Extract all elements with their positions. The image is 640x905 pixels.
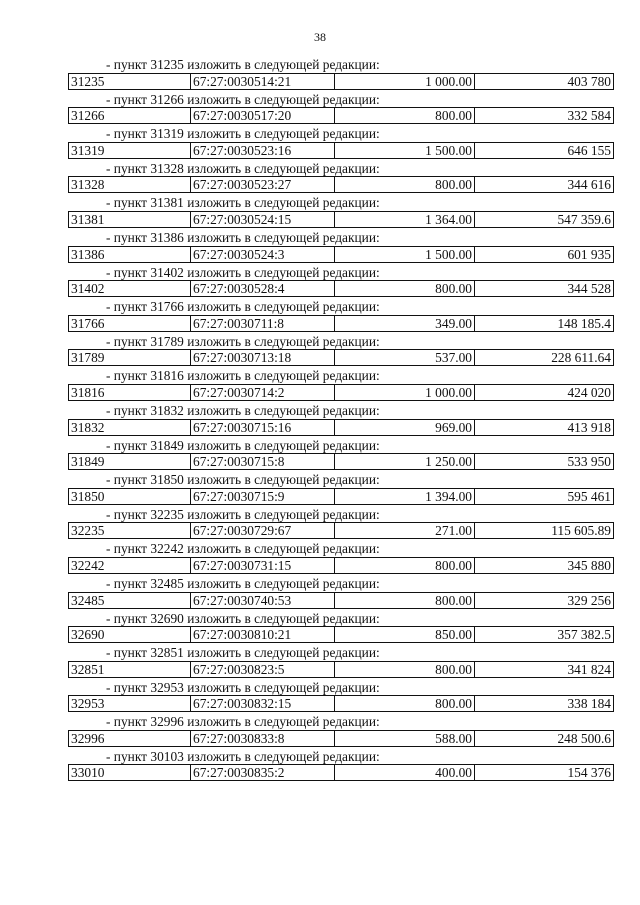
area-cell: 800.00	[335, 558, 475, 573]
row-id-cell: 31402	[69, 281, 191, 296]
table-row	[68, 73, 614, 90]
caption-suffix: изложить в следующей редакции:	[187, 126, 380, 142]
amendment-caption	[68, 92, 614, 108]
row-id-cell: 31235	[69, 74, 191, 89]
amendment-entry	[68, 57, 614, 92]
amendment-caption	[68, 714, 614, 730]
area-cell: 800.00	[335, 593, 475, 608]
amendment-caption	[68, 57, 614, 73]
amendment-entry	[68, 265, 614, 300]
cadastral-number-cell: 67:27:0030740:53	[191, 593, 335, 608]
caption-suffix: изложить в следующей редакции:	[187, 57, 380, 72]
row-id-cell: 31816	[69, 385, 191, 400]
cadastral-number-cell: 67:27:0030832:15	[191, 696, 335, 711]
row-id-cell: 31319	[69, 143, 191, 158]
table-row	[68, 522, 614, 539]
amendment-entry	[68, 611, 614, 646]
amendment-caption	[68, 126, 614, 142]
caption-prefix: - пункт	[106, 91, 148, 107]
row-id-cell: 31850	[69, 489, 191, 504]
area-cell: 850.00	[335, 627, 475, 642]
value-cell: 601 935	[567, 246, 611, 262]
caption-item-number: 31235	[150, 57, 184, 72]
area-cell: 1 364.00	[335, 212, 475, 227]
cadastral-number-cell: 67:27:0030833:8	[191, 731, 335, 746]
value-cell: 341 824	[567, 661, 611, 677]
cadastral-number-cell: 67:27:0030823:5	[191, 662, 335, 677]
value-cell: 338 184	[567, 696, 611, 712]
value-cell: 228 611.64	[551, 350, 611, 366]
row-id-cell: 32690	[69, 627, 191, 642]
caption-item-number: 32485	[150, 575, 184, 591]
caption-item-number: 31266	[150, 91, 184, 107]
value-cell: 533 950	[567, 454, 611, 470]
amendment-entry	[68, 714, 614, 749]
caption-prefix: - пункт	[106, 714, 148, 730]
caption-prefix: - пункт	[106, 229, 148, 245]
amendment-caption	[68, 507, 614, 523]
caption-suffix: изложить в следующей редакции:	[187, 402, 380, 418]
table-row	[68, 315, 614, 332]
row-id-cell: 32485	[69, 593, 191, 608]
caption-prefix: - пункт	[106, 126, 148, 142]
row-id-cell: 32235	[69, 523, 191, 538]
value-cell: 332 584	[567, 108, 611, 124]
caption-suffix: изложить в следующей редакции:	[187, 472, 380, 488]
row-id-cell: 31789	[69, 350, 191, 365]
amendment-caption	[68, 680, 614, 696]
value-cell: 329 256	[567, 592, 611, 608]
amendment-caption	[68, 576, 614, 592]
caption-prefix: - пункт	[106, 472, 148, 488]
caption-suffix: изложить в следующей редакции:	[187, 610, 380, 626]
table-row	[68, 176, 614, 193]
row-id-cell: 32851	[69, 662, 191, 677]
caption-prefix: - пункт	[106, 541, 148, 557]
caption-prefix: - пункт	[106, 437, 148, 453]
area-cell: 800.00	[335, 281, 475, 296]
table-row	[68, 661, 614, 678]
caption-item-number: 30103	[150, 748, 184, 764]
caption-item-number: 31319	[150, 126, 184, 142]
amendment-entry	[68, 507, 614, 542]
caption-suffix: изложить в следующей редакции:	[187, 368, 380, 384]
caption-prefix: - пункт	[106, 679, 148, 695]
amendment-caption	[68, 611, 614, 627]
amendment-caption	[68, 195, 614, 211]
amendment-entry	[68, 576, 614, 611]
cadastral-number-cell: 67:27:0030835:2	[191, 765, 335, 780]
row-id-cell: 32996	[69, 731, 191, 746]
caption-suffix: изложить в следующей редакции:	[187, 575, 380, 591]
caption-item-number: 31381	[150, 195, 184, 211]
area-cell: 588.00	[335, 731, 475, 746]
amendment-entry	[68, 126, 614, 161]
amendment-caption	[68, 438, 614, 454]
page-number: 38	[314, 30, 326, 44]
value-cell: 403 780	[567, 73, 611, 89]
amendment-entry	[68, 749, 614, 784]
caption-prefix: - пункт	[106, 195, 148, 211]
caption-item-number: 31328	[150, 160, 184, 176]
amendment-caption	[68, 403, 614, 419]
caption-item-number: 31789	[150, 333, 184, 349]
caption-prefix: - пункт	[106, 333, 148, 349]
value-cell: 646 155	[567, 142, 611, 158]
value-cell: 344 616	[567, 177, 611, 193]
caption-suffix: изложить в следующей редакции:	[187, 229, 380, 245]
amendment-caption	[68, 299, 614, 315]
amendment-entry	[68, 472, 614, 507]
caption-prefix: - пункт	[106, 610, 148, 626]
value-cell: 248 500.6	[557, 730, 611, 746]
cadastral-number-cell: 67:27:0030729:67	[191, 523, 335, 538]
caption-item-number: 32851	[150, 645, 184, 661]
area-cell: 1 000.00	[335, 385, 475, 400]
amendment-entry	[68, 334, 614, 369]
caption-item-number: 31402	[150, 264, 184, 280]
amendment-entry	[68, 92, 614, 127]
area-cell: 1 250.00	[335, 454, 475, 469]
cadastral-number-cell: 67:27:0030523:16	[191, 143, 335, 158]
caption-suffix: изложить в следующей редакции:	[187, 506, 380, 522]
amendment-entry	[68, 645, 614, 680]
value-cell: 345 880	[567, 557, 611, 573]
cadastral-number-cell: 67:27:0030714:2	[191, 385, 335, 400]
caption-item-number: 32953	[150, 679, 184, 695]
caption-item-number: 31850	[150, 472, 184, 488]
cadastral-number-cell: 67:27:0030810:21	[191, 627, 335, 642]
area-cell: 800.00	[335, 662, 475, 677]
row-id-cell: 32953	[69, 696, 191, 711]
table-row	[68, 211, 614, 228]
area-cell: 1 500.00	[335, 247, 475, 262]
caption-prefix: - пункт	[106, 160, 148, 176]
caption-item-number: 31816	[150, 368, 184, 384]
row-id-cell: 31849	[69, 454, 191, 469]
cadastral-number-cell: 67:27:0030715:8	[191, 454, 335, 469]
caption-prefix: - пункт	[106, 575, 148, 591]
value-cell: 115 605.89	[551, 523, 611, 539]
amendment-caption	[68, 541, 614, 557]
amendment-entry	[68, 541, 614, 576]
caption-suffix: изложить в следующей редакции:	[187, 195, 380, 211]
amendment-caption	[68, 472, 614, 488]
table-row	[68, 592, 614, 609]
row-id-cell: 31328	[69, 177, 191, 192]
amendment-entry	[68, 403, 614, 438]
caption-item-number: 31766	[150, 299, 184, 315]
row-id-cell: 31766	[69, 316, 191, 331]
value-cell: 424 020	[567, 384, 611, 400]
caption-item-number: 32242	[150, 541, 184, 557]
amendment-entry	[68, 680, 614, 715]
amendment-caption	[68, 230, 614, 246]
area-cell: 1 394.00	[335, 489, 475, 504]
caption-prefix: - пункт	[106, 748, 148, 764]
entries-list	[68, 57, 614, 783]
row-id-cell: 31381	[69, 212, 191, 227]
caption-suffix: изложить в следующей редакции:	[187, 91, 380, 107]
amendment-entry	[68, 368, 614, 403]
value-cell: 154 376	[567, 765, 611, 781]
caption-suffix: изложить в следующей редакции:	[187, 748, 380, 764]
area-cell: 271.00	[335, 523, 475, 538]
area-cell: 1 000.00	[335, 74, 475, 89]
caption-suffix: изложить в следующей редакции:	[187, 679, 380, 695]
caption-suffix: изложить в следующей редакции:	[187, 437, 380, 453]
caption-suffix: изложить в следующей редакции:	[187, 645, 380, 661]
cadastral-number-cell: 67:27:0030514:21	[191, 74, 335, 89]
value-cell: 357 382.5	[557, 627, 611, 643]
caption-prefix: - пункт	[106, 402, 148, 418]
caption-suffix: изложить в следующей редакции:	[187, 333, 380, 349]
table-row	[68, 349, 614, 366]
table-row	[68, 764, 614, 781]
caption-prefix: - пункт	[106, 299, 148, 315]
caption-suffix: изложить в следующей редакции:	[187, 264, 380, 280]
row-id-cell: 31266	[69, 108, 191, 123]
cadastral-number-cell: 67:27:0030731:15	[191, 558, 335, 573]
amendment-entry	[68, 195, 614, 230]
value-cell: 547 359.6	[557, 211, 611, 227]
table-row	[68, 695, 614, 712]
caption-prefix: - пункт	[106, 264, 148, 280]
amendment-entry	[68, 438, 614, 473]
amendment-caption	[68, 645, 614, 661]
caption-prefix: - пункт	[106, 368, 148, 384]
table-row	[68, 142, 614, 159]
cadastral-number-cell: 67:27:0030715:9	[191, 489, 335, 504]
value-cell: 148 185.4	[557, 315, 611, 331]
area-cell: 349.00	[335, 316, 475, 331]
row-id-cell: 31832	[69, 420, 191, 435]
caption-prefix: - пункт	[106, 506, 148, 522]
row-id-cell: 31386	[69, 247, 191, 262]
table-row	[68, 419, 614, 436]
caption-suffix: изложить в следующей редакции:	[187, 541, 380, 557]
amendment-caption	[68, 368, 614, 384]
cadastral-number-cell: 67:27:0030711:8	[191, 316, 335, 331]
cadastral-number-cell: 67:27:0030715:16	[191, 420, 335, 435]
area-cell: 969.00	[335, 420, 475, 435]
cadastral-number-cell: 67:27:0030524:3	[191, 247, 335, 262]
cadastral-number-cell: 67:27:0030528:4	[191, 281, 335, 296]
amendment-caption	[68, 334, 614, 350]
caption-prefix: - пункт	[106, 57, 148, 72]
table-row	[68, 280, 614, 297]
table-row	[68, 626, 614, 643]
amendment-entry	[68, 299, 614, 334]
caption-item-number: 32235	[150, 506, 184, 522]
table-row	[68, 384, 614, 401]
caption-suffix: изложить в следующей редакции:	[187, 160, 380, 176]
area-cell: 800.00	[335, 696, 475, 711]
cadastral-number-cell: 67:27:0030523:27	[191, 177, 335, 192]
amendment-caption	[68, 161, 614, 177]
table-row	[68, 557, 614, 574]
caption-item-number: 31849	[150, 437, 184, 453]
area-cell: 400.00	[335, 765, 475, 780]
table-row	[68, 453, 614, 470]
amendment-entry	[68, 161, 614, 196]
table-row	[68, 246, 614, 263]
amendment-caption	[68, 265, 614, 281]
table-row	[68, 488, 614, 505]
caption-item-number: 31832	[150, 402, 184, 418]
area-cell: 537.00	[335, 350, 475, 365]
row-id-cell: 33010	[69, 765, 191, 780]
table-row	[68, 730, 614, 747]
caption-suffix: изложить в следующей редакции:	[187, 299, 380, 315]
caption-item-number: 32996	[150, 714, 184, 730]
cadastral-number-cell: 67:27:0030713:18	[191, 350, 335, 365]
amendment-caption	[68, 749, 614, 765]
table-row	[68, 107, 614, 124]
area-cell: 1 500.00	[335, 143, 475, 158]
area-cell: 800.00	[335, 108, 475, 123]
caption-suffix: изложить в следующей редакции:	[187, 714, 380, 730]
value-cell: 595 461	[567, 488, 611, 504]
value-cell: 413 918	[567, 419, 611, 435]
caption-item-number: 32690	[150, 610, 184, 626]
amendment-entry	[68, 230, 614, 265]
value-cell: 344 528	[567, 281, 611, 297]
row-id-cell: 32242	[69, 558, 191, 573]
caption-prefix: - пункт	[106, 645, 148, 661]
cadastral-number-cell: 67:27:0030517:20	[191, 108, 335, 123]
cadastral-number-cell: 67:27:0030524:15	[191, 212, 335, 227]
caption-item-number: 31386	[150, 229, 184, 245]
area-cell: 800.00	[335, 177, 475, 192]
